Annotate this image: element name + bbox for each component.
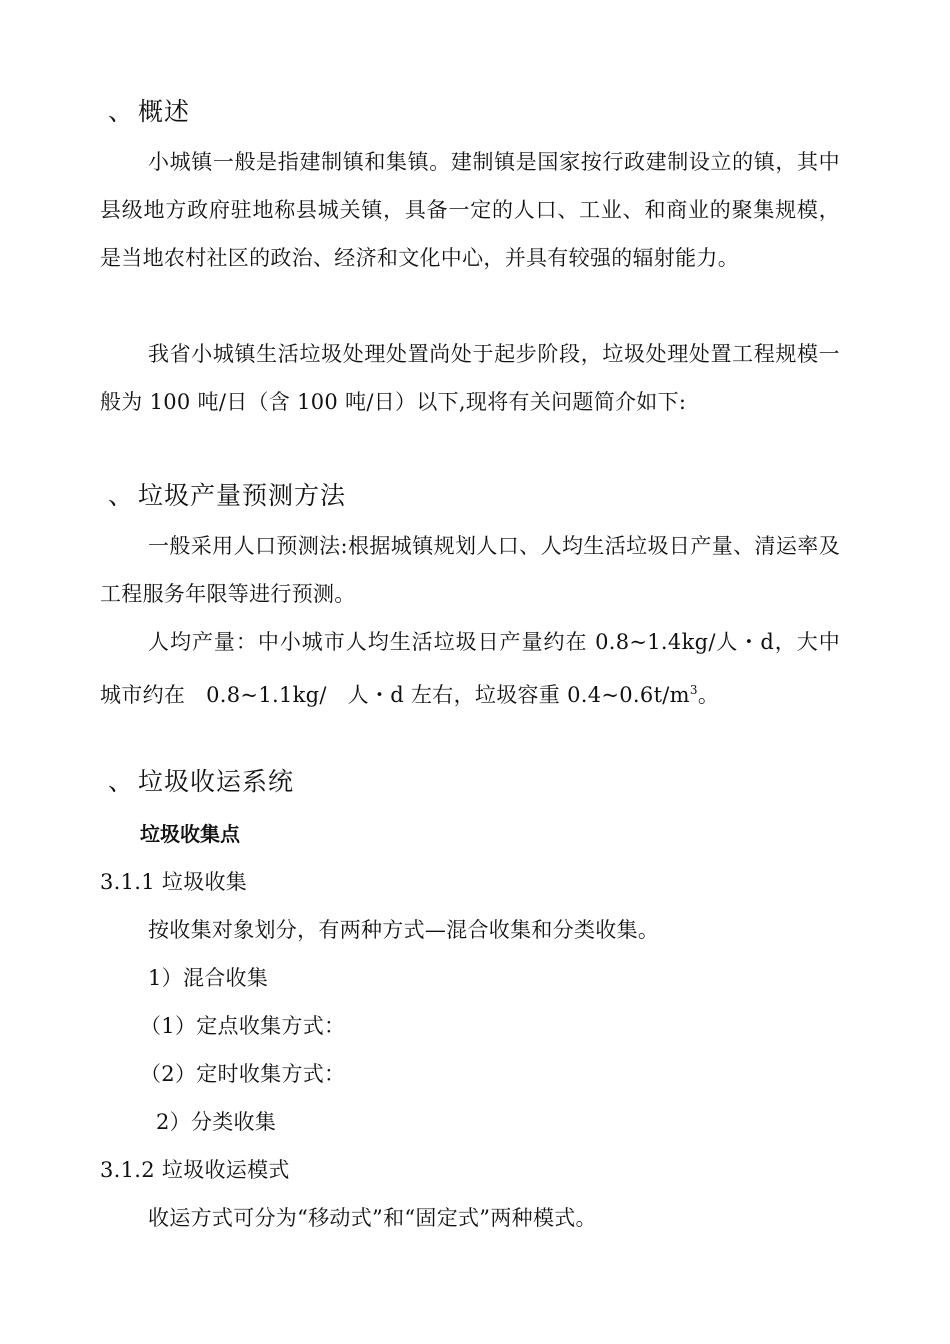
heading-mark: 、	[108, 481, 135, 510]
heading-text: 垃圾收运系统	[138, 767, 295, 796]
item-fixed-point: （1）定点收集方式：	[140, 1014, 346, 1038]
item-3-1-1: 3.1.1 垃圾收集	[100, 870, 248, 894]
cubic-superscript: 3	[689, 683, 698, 697]
heading-mark: 、	[108, 767, 135, 796]
item-collection-methods: 按收集对象划分，有两种方式—混合收集和分类收集。	[148, 918, 660, 942]
section-1-paragraph-1: 小城镇一般是指建制镇和集镇。建制镇是国家按行政建制设立的镇，其中县级地方政府驻地称县城关镇，具备一定的人口、工业、和商业的聚集规模，是当地农村社区的政治、经济和文化中心，并具有较强的辐射能力。	[100, 150, 840, 270]
item-3-1-2: 3.1.2 垃圾收运模式	[100, 1158, 290, 1182]
item-sorted-collection: 2）分类收集	[156, 1110, 277, 1134]
subheading-collection-point: 垃圾收集点	[140, 822, 240, 846]
item-transport-modes: 收运方式可分为“移动式”和“固定式”两种模式。	[148, 1206, 597, 1230]
period: 。	[697, 683, 720, 707]
per-capita-text: 人均产量：中小城市人均生活垃圾日产量约在 0.8~1.4kg/人・d，大中城市约在 0.8~1.1kg/ 人・d 左右，垃圾容重 0.4~0.6t/m	[100, 630, 840, 707]
heading-text: 概述	[138, 97, 191, 126]
section-2-heading	[108, 476, 346, 512]
heading-mark: 、	[108, 97, 135, 126]
section-2-paragraph-1: 一般采用人口预测法:根据城镇规划人口、人均生活垃圾日产量、清运率及工程服务年限等进行预测。	[100, 534, 840, 606]
item-mixed-collection: 1）混合收集	[148, 966, 269, 990]
section-2-paragraph-2	[100, 618, 840, 719]
section-1-heading	[108, 92, 190, 128]
section-3-heading	[108, 762, 294, 798]
item-fixed-time: （2）定时收集方式：	[140, 1062, 346, 1086]
heading-text: 垃圾产量预测方法	[138, 481, 347, 510]
section-1-paragraph-2: 我省小城镇生活垃圾处理处置尚处于起步阶段，垃圾处理处置工程规模一般为 100 吨/日（含 100 吨/日）以下,现将有关问题简介如下:	[100, 342, 840, 414]
